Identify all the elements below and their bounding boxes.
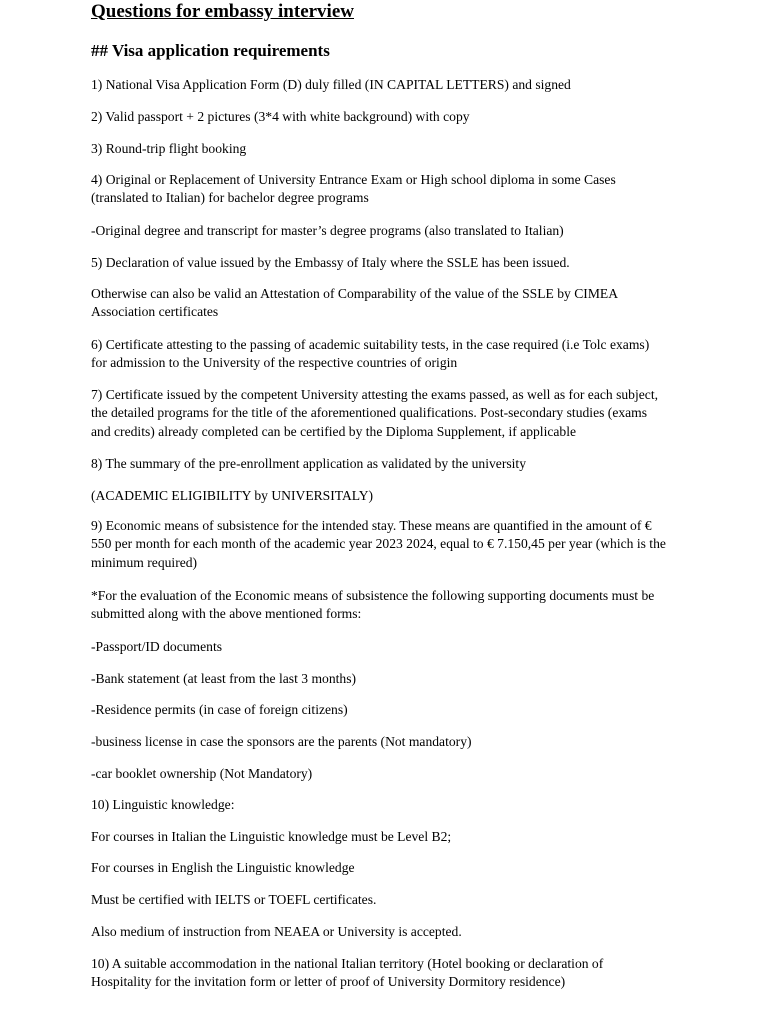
paragraph [91, 285, 691, 322]
paragraph [91, 76, 691, 94]
paragraph [91, 222, 691, 240]
paragraph [91, 955, 691, 992]
paragraph [91, 171, 691, 208]
paragraph-line: -Original degree and transcript for master’s degree programs (also translated to Italian) [91, 223, 564, 238]
paragraph-line: -business license in case the sponsors are the parents (Not mandatory) [91, 734, 472, 749]
paragraph-line: Also medium of instruction from NEAEA or University is accepted. [91, 924, 462, 939]
paragraph [91, 336, 691, 373]
paragraph-line: submitted along with the above mentioned forms: [91, 606, 362, 622]
paragraph-line: For courses in English the Linguistic knowledge [91, 860, 355, 875]
paragraph-line: for admission to the University of the respective countries of origin [91, 355, 458, 371]
paragraph-line: *For the evaluation of the Economic means of subsistence the following supporting documents must be [91, 588, 655, 603]
paragraph [91, 386, 691, 441]
paragraph [91, 517, 691, 572]
paragraph [91, 765, 691, 783]
paragraph-line: 9) Economic means of subsistence for the intended stay. These means are quantified in the amount of € [91, 518, 652, 533]
paragraph [91, 638, 691, 656]
paragraph-line: Association certificates [91, 304, 219, 320]
paragraph-line: -Bank statement (at least from the last 3 months) [91, 671, 357, 686]
paragraph [91, 587, 691, 624]
paragraph-line: 6) Certificate attesting to the passing of academic suitability tests, in the case required (i.e Tolc exams) [91, 337, 650, 352]
paragraph [91, 891, 691, 909]
paragraph [91, 796, 691, 814]
paragraph-line: 3) Round-trip flight booking [91, 141, 247, 156]
paragraph-line: -car booklet ownership (Not Mandatory) [91, 766, 313, 781]
paragraph [91, 487, 691, 505]
paragraph-line: Hospitality for the invitation form or letter of proof of University Dormitory residence) [91, 974, 566, 990]
paragraph-line: 5) Declaration of value issued by the Embassy of Italy where the SSLE has been issued. [91, 255, 570, 270]
paragraph [91, 733, 691, 751]
paragraph-line: 4) Original or Replacement of University Entrance Exam or High school diploma in some Cases [91, 172, 616, 187]
paragraph-line: For courses in Italian the Linguistic knowledge must be Level B2; [91, 829, 452, 844]
paragraph-line: (translated to Italian) for bachelor degree programs [91, 190, 369, 206]
paragraph-line: -Passport/ID documents [91, 639, 223, 654]
paragraph [91, 670, 691, 688]
paragraph [91, 923, 691, 941]
paragraph-line: 10) A suitable accommodation in the national Italian territory (Hotel booking or declaration of [91, 956, 604, 971]
paragraph [91, 859, 691, 877]
paragraph-line: (ACADEMIC ELIGIBILITY by UNIVERSITALY) [91, 488, 374, 503]
paragraph [91, 254, 691, 272]
paragraph [91, 455, 691, 473]
paragraph-line: and credits) already completed can be certified by the Diploma Supplement, if applicable [91, 423, 577, 439]
paragraph-line: 550 per month for each month of the academic year 2023 2024, equal to € 7.150,45 per year (which is the [91, 536, 666, 552]
paragraph-line: Otherwise can also be valid an Attestation of Comparability of the value of the SSLE by CIMEA [91, 286, 619, 301]
paragraph [91, 701, 691, 719]
paragraph [91, 108, 691, 126]
paragraph-line: 2) Valid passport + 2 pictures (3*4 with white background) with copy [91, 109, 470, 124]
paragraph-line: 7) Certificate issued by the competent University attesting the exams passed, as well as for each subject, [91, 387, 658, 402]
section-heading: ## Visa application requirements [91, 41, 330, 60]
paragraph-line: Must be certified with IELTS or TOEFL certificates. [91, 892, 377, 907]
paragraph [91, 140, 691, 158]
paragraph-line: the detailed programs for the title of the aforementioned qualifications. Post-secondary studies (exams [91, 405, 648, 421]
document-title: Questions for embassy interview [91, 1, 354, 22]
paragraph-line: minimum required) [91, 554, 198, 570]
paragraph-line: 8) The summary of the pre-enrollment application as validated by the university [91, 456, 526, 471]
paragraph-line: 1) National Visa Application Form (D) duly filled (IN CAPITAL LETTERS) and signed [91, 77, 571, 92]
paragraph [91, 828, 691, 846]
paragraph-line: 10) Linguistic knowledge: [91, 797, 235, 812]
paragraph-line: -Residence permits (in case of foreign citizens) [91, 702, 348, 717]
